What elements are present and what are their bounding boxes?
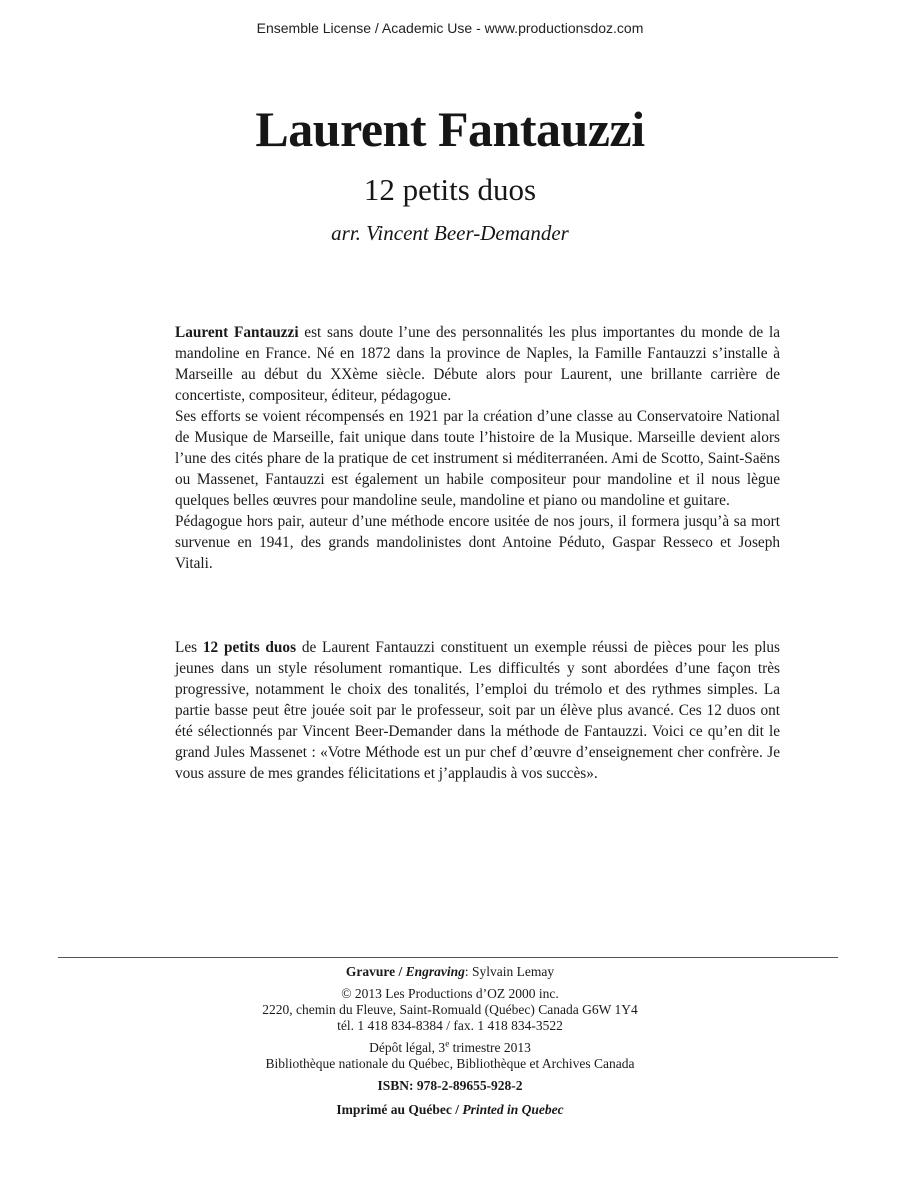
engraving-credit bbox=[0, 964, 900, 980]
duos-section bbox=[175, 637, 780, 784]
composer-name-bold: Laurent Fantauzzi bbox=[175, 324, 299, 341]
engraver-name: : Sylvain Lemay bbox=[464, 964, 555, 979]
license-header: Ensemble License / Academic Use - www.productionsdoz.com bbox=[256, 20, 644, 36]
printed-en: Printed in Quebec bbox=[462, 1102, 564, 1117]
printed-line bbox=[0, 1102, 900, 1118]
address-line: 2220, chemin du Fleuve, Saint-Romuald (Québec) Canada G6W 1Y4 bbox=[262, 1002, 638, 1017]
biography-paragraph-1-text: est sans doute l’une des personnalités les plus importantes du monde de la mandoline en France. Né en 1872 dans la province de Naples, la Famille Fantauzzi s’installe à Marseille au début du XXème siècle. Débute alors pour Laurent, une brillante carrière de concertiste, compositeur, éditeur, pédagogue. bbox=[175, 324, 780, 404]
footer-divider bbox=[58, 957, 838, 958]
phone-line: tél. 1 418 834-8384 / fax. 1 418 834-3522 bbox=[337, 1018, 563, 1033]
gravure-label: Gravure / bbox=[345, 964, 406, 979]
biography-paragraph-1 bbox=[175, 322, 780, 406]
legal-deposit-sup: e bbox=[445, 1038, 450, 1049]
biography-paragraph-2: Ses efforts se voient récompensés en 1921 par la création d’une classe au Conservatoire National de Musique de Marseille, fait unique dans toute l’histoire de la Musique. Marseille devient alors l’une des cités phare de la pratique de cet instrument si méditerranéen. Ami de Scotto, Saint-Saëns ou Massenet, Fantauzzi est également un habile compositeur pour mandoline et il nous lègue quelques belles œuvres pour mandoline seule, mandoline et piano ou mandoline et guitare. bbox=[175, 408, 780, 509]
arranger-credit: arr. Vincent Beer-Demander bbox=[331, 221, 569, 245]
isbn-line bbox=[0, 1078, 900, 1094]
isbn-text: ISBN: 978-2-89655-928-2 bbox=[377, 1078, 523, 1093]
credits-block bbox=[0, 964, 900, 1118]
printed-fr: Imprimé au Québec / bbox=[336, 1102, 463, 1117]
duos-title-bold: 12 petits duos bbox=[202, 639, 297, 656]
copyright-line: © 2013 Les Productions d’OZ 2000 inc. bbox=[341, 986, 559, 1001]
legal-deposit-prefix: Dépôt légal, 3 bbox=[369, 1040, 446, 1055]
biography-paragraph-3: Pédagogue hors pair, auteur d’une méthode encore usitée de nos jours, il formera jusqu’à sa mort survenue en 1941, des grands mandolinistes dont Antoine Péduto, Gaspar Resseco et Joseph Vitali. bbox=[175, 513, 780, 572]
libraries-line: Bibliothèque nationale du Québec, Bibliothèque et Archives Canada bbox=[265, 1056, 635, 1071]
duos-description-text: de Laurent Fantauzzi constituent un exemple réussi de pièces pour les plus jeunes dans un style résolument romantique. Les difficultés y sont abordées d’une façon très progressive, notamment le choix des tonalités, l’emploi du trémolo et des rythmes simples. La partie basse peut être jouée soit par le professeur, soit par un élève plus avancé. Ces 12 duos ont été sélectionnés par Vincent Beer-Demander dans la méthode de Fantauzzi. Voici ce qu’en dit le grand Jules Massenet : «Votre Méthode est un pur chef d’œuvre d’enseignement cher confrère. Je vous assure de mes grandes félicitations et j’applaudis à vos succès». bbox=[175, 639, 781, 782]
legal-deposit-line bbox=[0, 1040, 900, 1056]
legal-deposit-suffix: trimestre 2013 bbox=[449, 1040, 531, 1055]
engraving-label: Engraving bbox=[405, 964, 465, 979]
duos-paragraph bbox=[175, 637, 780, 784]
composer-title: Laurent Fantauzzi bbox=[255, 101, 645, 157]
duos-lead-text: Les bbox=[175, 639, 203, 656]
work-subtitle: 12 petits duos bbox=[363, 172, 537, 207]
biography-section bbox=[175, 322, 780, 574]
